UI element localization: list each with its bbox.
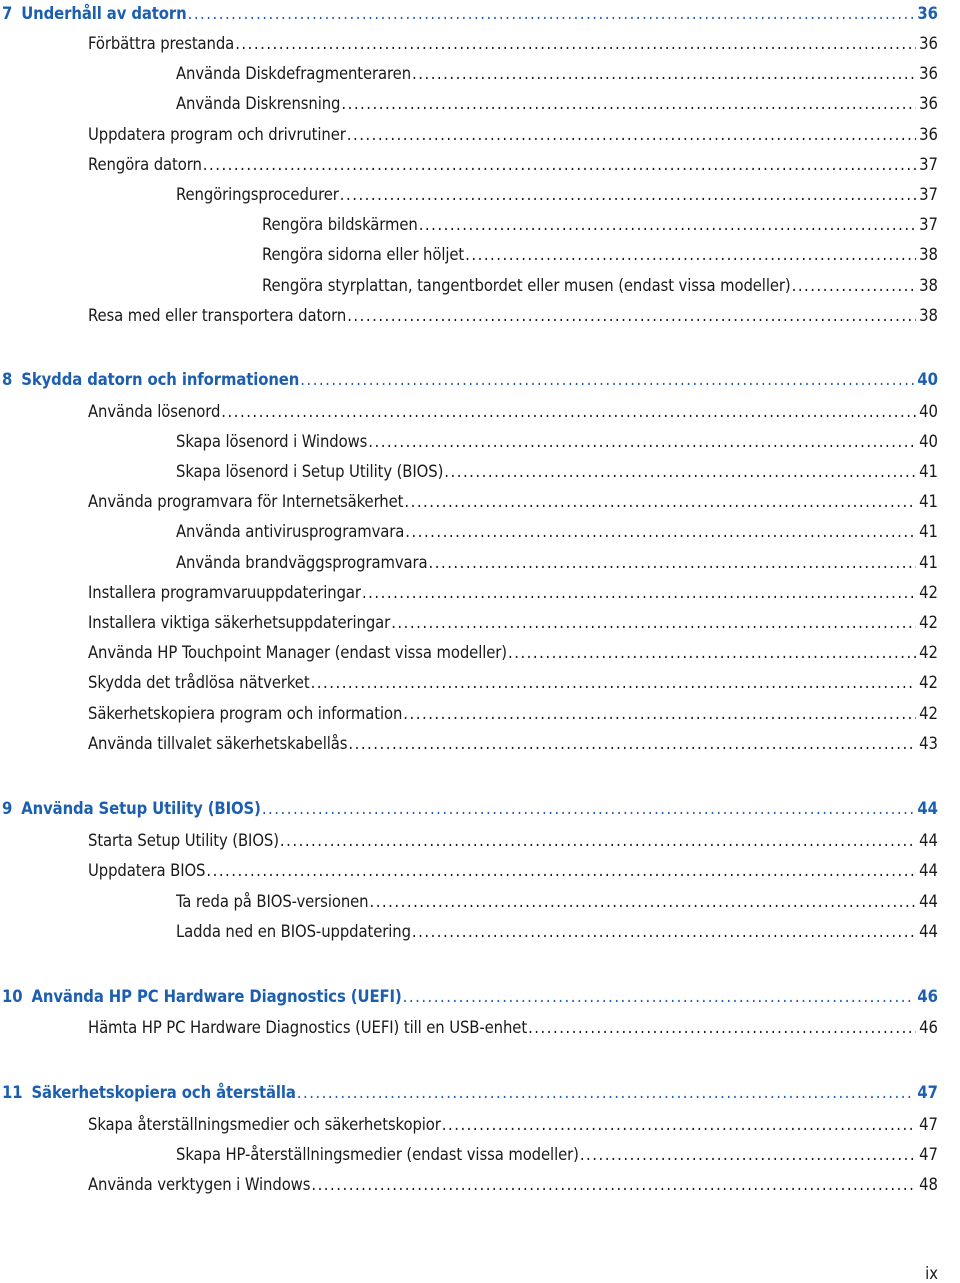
toc-page-number: 41 [919, 462, 938, 481]
toc-entry[interactable] [0, 94, 938, 124]
toc-entry-title: Skapa lösenord i Windows [176, 432, 368, 451]
toc-entry[interactable] [0, 125, 938, 155]
toc-entry[interactable] [0, 462, 938, 492]
toc-entry[interactable] [0, 892, 938, 922]
toc-page-number: 36 [919, 94, 938, 113]
toc-page-number: 44 [919, 892, 938, 911]
toc-entry[interactable] [0, 245, 938, 275]
toc-page-number: 42 [919, 613, 938, 632]
dot-leader [203, 155, 916, 174]
dot-leader [412, 922, 916, 941]
dot-leader [404, 492, 916, 511]
toc-entry-title: Resa med eller transportera datorn [88, 306, 347, 325]
toc-entry-title: Använda brandväggsprogramvara [176, 553, 428, 572]
toc-page-number: 44 [919, 861, 938, 880]
toc-entry[interactable] [0, 1018, 938, 1048]
toc-entry[interactable] [0, 432, 938, 462]
dot-leader [391, 613, 916, 632]
toc-page-number: 36 [919, 125, 938, 144]
dot-leader [508, 643, 916, 662]
toc-page-number: 42 [919, 704, 938, 723]
toc-entry-title [2, 4, 187, 23]
toc-page-number: 41 [919, 553, 938, 572]
toc-entry[interactable] [0, 155, 938, 185]
toc-page-number: 46 [919, 1018, 938, 1037]
toc-page-number: 40 [919, 432, 938, 451]
toc-entry-title: Säkerhetskopiera program och information [88, 704, 403, 723]
toc-entry-title: Installera programvaruuppdateringar [88, 583, 361, 602]
dot-leader [188, 4, 915, 23]
toc-entry-title: Skapa HP-återställningsmedier (endast vissa modeller) [176, 1145, 579, 1164]
toc-entry-title [2, 987, 402, 1006]
dot-leader [403, 704, 916, 723]
toc-entry[interactable] [0, 673, 938, 703]
toc-entry-title: Använda HP Touchpoint Manager (endast vissa modeller) [88, 643, 507, 662]
dot-leader [300, 370, 914, 389]
toc-entry[interactable] [0, 1145, 938, 1175]
dot-leader [348, 734, 916, 753]
toc-page-number: 44 [919, 922, 938, 941]
toc-page-number: 44 [919, 831, 938, 850]
dot-leader [368, 432, 916, 451]
dot-leader [419, 215, 916, 234]
toc-entry-title: Ladda ned en BIOS-uppdatering [176, 922, 411, 941]
toc-page-number: 37 [919, 155, 938, 174]
dot-leader [528, 1018, 916, 1037]
toc-entry-title: Skapa lösenord i Setup Utility (BIOS) [176, 462, 444, 481]
toc-page-number: 40 [919, 402, 938, 421]
toc-entry[interactable] [0, 402, 938, 432]
toc-entry[interactable] [0, 34, 938, 64]
toc-entry-title: Skapa återställningsmedier och säkerhetskopior [88, 1115, 441, 1134]
chapter-title: Säkerhetskopiera och återställa [31, 1083, 296, 1102]
toc-entry[interactable] [0, 831, 938, 861]
toc-page-number: 38 [919, 245, 938, 264]
dot-leader [465, 245, 916, 264]
toc-entry-title: Använda tillvalet säkerhetskabellås [88, 734, 348, 753]
toc-entry[interactable] [0, 583, 938, 613]
toc-entry-title: Rengöra datorn [88, 155, 202, 174]
chapter-title: Underhåll av datorn [21, 4, 187, 23]
toc-entry[interactable] [0, 492, 938, 522]
toc-entry[interactable] [0, 64, 938, 94]
dot-leader [403, 987, 915, 1006]
dot-leader [444, 462, 916, 481]
toc-chapter-entry[interactable] [0, 987, 938, 1017]
toc-entry-title: Rengöringsprocedurer [176, 185, 339, 204]
dot-leader [412, 64, 916, 83]
dot-leader [429, 553, 917, 572]
dot-leader [442, 1115, 916, 1134]
dot-leader [405, 522, 916, 541]
toc-page-number: 36 [919, 64, 938, 83]
toc-page-number: 41 [919, 522, 938, 541]
toc-entry[interactable] [0, 734, 938, 764]
toc-page-number: 43 [919, 734, 938, 753]
toc-entry[interactable] [0, 643, 938, 673]
toc-page-number: 36 [917, 4, 938, 23]
toc-entry[interactable] [0, 1175, 938, 1205]
toc-entry[interactable] [0, 861, 938, 891]
toc-entry[interactable] [0, 185, 938, 215]
dot-leader [311, 1175, 916, 1194]
toc-chapter-entry[interactable] [0, 1083, 938, 1113]
dot-leader [347, 306, 916, 325]
toc-entry-title: Starta Setup Utility (BIOS) [88, 831, 279, 850]
toc-entry-title: Använda Diskrensning [176, 94, 341, 113]
toc-page-number: 40 [917, 370, 938, 389]
toc-page-number: 44 [917, 799, 938, 818]
toc-entry-title: Uppdatera BIOS [88, 861, 206, 880]
chapter-title: Använda HP PC Hardware Diagnostics (UEFI) [31, 987, 402, 1006]
toc-entry-title: Ta reda på BIOS-versionen [176, 892, 369, 911]
toc-entry-title: Använda lösenord [88, 402, 221, 421]
toc-page-number: 47 [919, 1115, 938, 1134]
toc-entry[interactable] [0, 1115, 938, 1145]
chapter-number: 9 [2, 799, 13, 818]
dot-leader [311, 673, 917, 692]
dot-leader [206, 861, 916, 880]
toc-page-number: 38 [919, 276, 938, 295]
toc-page-number: 42 [919, 673, 938, 692]
toc-entry[interactable] [0, 553, 938, 583]
toc-page-number: 47 [917, 1083, 938, 1102]
chapter-number: 8 [2, 370, 13, 389]
toc-entry-title: Använda antivirusprogramvara [176, 522, 405, 541]
dot-leader [369, 892, 916, 911]
toc-entry-title [2, 370, 299, 389]
toc-page-number: 41 [919, 492, 938, 511]
dot-leader [221, 402, 916, 421]
toc-entry-title: Förbättra prestanda [88, 34, 235, 53]
toc-entry-title: Hämta HP PC Hardware Diagnostics (UEFI) till en USB-enhet [88, 1018, 528, 1037]
toc-entry[interactable] [0, 704, 938, 734]
toc-page-number: 36 [919, 34, 938, 53]
toc-page-number: 48 [919, 1175, 938, 1194]
toc-entry-title: Använda verktygen i Windows [88, 1175, 311, 1194]
dot-leader [347, 125, 916, 144]
toc-entry-title: Installera viktiga säkerhetsuppdateringar [88, 613, 391, 632]
toc-page-number: 42 [919, 583, 938, 602]
toc-page-number: 38 [919, 306, 938, 325]
toc-entry[interactable] [0, 276, 938, 306]
page-number-folio: ix [925, 1264, 938, 1283]
dot-leader [340, 185, 916, 204]
chapter-number: 10 [2, 987, 23, 1006]
dot-leader [362, 583, 916, 602]
toc-entry-title: Skydda det trådlösa nätverket [88, 673, 310, 692]
dot-leader [280, 831, 916, 850]
toc-page-number: 42 [919, 643, 938, 662]
toc-entry-title: Rengöra bildskärmen [262, 215, 418, 234]
dot-leader [262, 799, 915, 818]
toc-entry-title: Använda Diskdefragmenteraren [176, 64, 412, 83]
chapter-number: 7 [2, 4, 13, 23]
toc-entry-title [2, 799, 261, 818]
toc-page-number: 37 [919, 215, 938, 234]
toc-entry-title: Uppdatera program och drivrutiner [88, 125, 346, 144]
dot-leader [235, 34, 916, 53]
dot-leader [580, 1145, 916, 1164]
dot-leader [341, 94, 916, 113]
toc-entry[interactable] [0, 215, 938, 245]
chapter-title: Använda Setup Utility (BIOS) [21, 799, 261, 818]
toc-entry[interactable] [0, 613, 938, 643]
toc-chapter-entry[interactable] [0, 4, 938, 34]
toc-page-number: 46 [917, 987, 938, 1006]
toc-chapter-entry[interactable] [0, 370, 938, 400]
toc-page-number: 47 [919, 1145, 938, 1164]
toc-entry[interactable] [0, 306, 938, 336]
toc-page-number: 37 [919, 185, 938, 204]
dot-leader [792, 276, 917, 295]
toc-entry-title [2, 1083, 296, 1102]
dot-leader [297, 1083, 915, 1102]
toc-entry-title: Använda programvara för Internetsäkerhet [88, 492, 404, 511]
toc-entry-title: Rengöra styrplattan, tangentbordet eller musen (endast vissa modeller) [262, 276, 791, 295]
toc-entry[interactable] [0, 922, 938, 952]
toc-entry[interactable] [0, 522, 938, 552]
chapter-title: Skydda datorn och informationen [21, 370, 300, 389]
toc-entry-title: Rengöra sidorna eller höljet [262, 245, 465, 264]
toc-chapter-entry[interactable] [0, 799, 938, 829]
chapter-number: 11 [2, 1083, 23, 1102]
